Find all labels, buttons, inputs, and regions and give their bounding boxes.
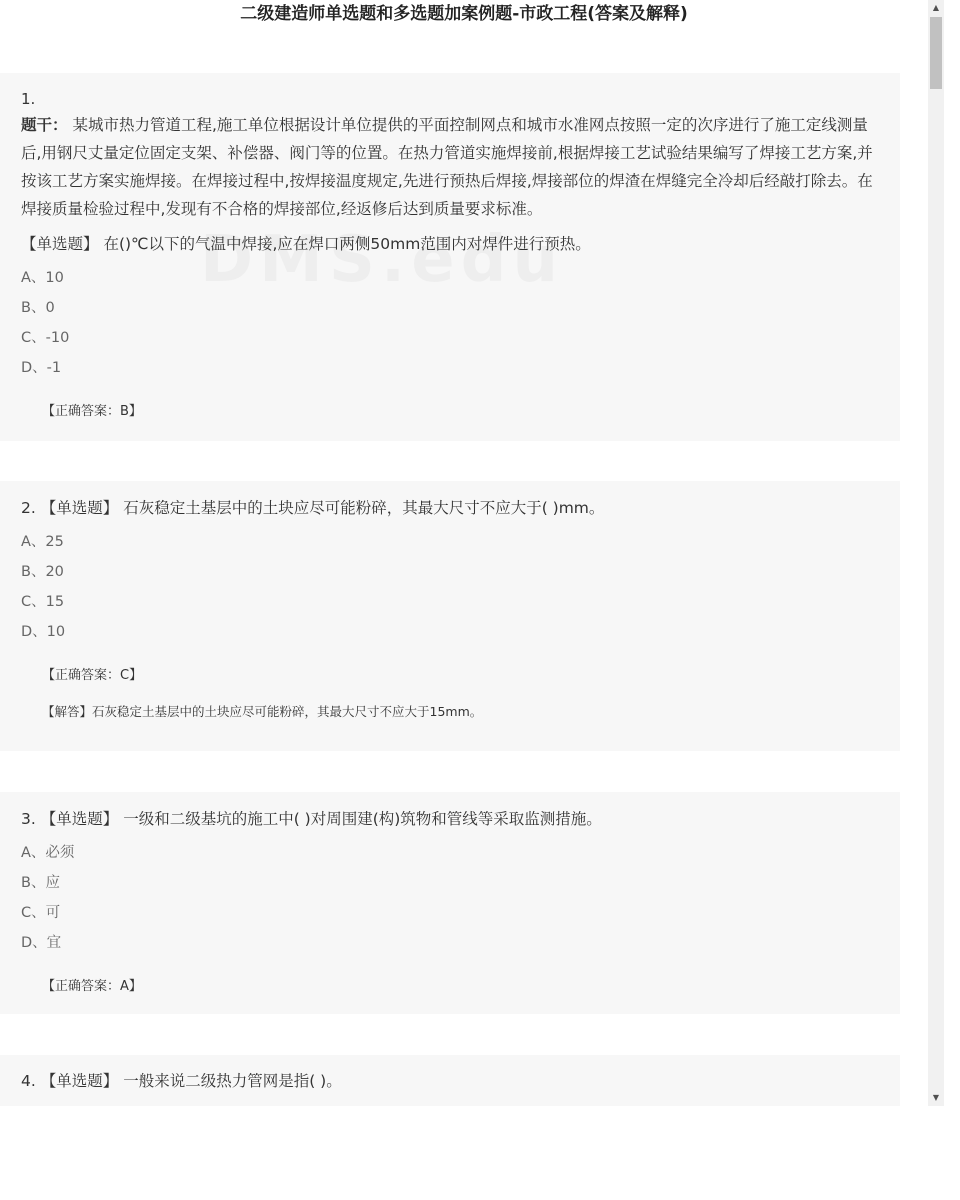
answer-analysis: 【解答】石灰稳定土基层中的土块应尽可能粉碎，其最大尺寸不应大于15mm。 [42, 704, 483, 719]
question-type: 【单选题】 [40, 499, 119, 517]
question-body: 在()℃以下的气温中焊接,应在焊口两侧50mm范围内对焊件进行预热。 [103, 235, 591, 253]
stem-label: 题干： [21, 116, 68, 134]
option-c[interactable]: C、可 [21, 905, 61, 921]
vertical-scrollbar[interactable] [928, 0, 944, 1106]
question-text [21, 481, 888, 519]
stem-text: 某城市热力管道工程,施工单位根据设计单位提供的平面控制网点和城市水准网点按照一定的次序进行了施工定线测量后,用钢尺丈量定位固定支架、补偿器、阀门等的位置。在热力管道实施焊接前,根据焊接工艺试验结果编写了焊接工艺方案,并按该工艺方案实施焊接。在焊接过程中,按焊接温度规定,先进行预热后焊接,焊接部位的焊渣在焊缝完全冷却后经敲打除去。在焊接质量检验过程中,发现有不合格的焊接部位,经返修后达到质量要求标准。 [21, 116, 873, 218]
option-c[interactable]: C、-10 [21, 330, 70, 346]
question-type: 【单选题】 [21, 235, 99, 253]
page-title: 二级建造师单选题和多选题加案例题-市政工程(答案及解释) [240, 4, 688, 24]
correct-answer: 【正确答案：B】 [42, 404, 142, 419]
question-number: 3. [21, 810, 36, 828]
scroll-up-icon[interactable]: ▲ [932, 3, 940, 12]
question-card-2 [0, 481, 900, 751]
question-number: 1. [21, 90, 36, 108]
question-body: 一般来说二级热力管网是指( )。 [123, 1072, 342, 1090]
question-type: 【单选题】 [40, 810, 119, 828]
option-a[interactable]: A、必须 [21, 845, 75, 861]
options-list [21, 267, 888, 387]
scroll-down-icon[interactable]: ▼ [932, 1093, 940, 1102]
option-b[interactable]: B、20 [21, 564, 64, 580]
question-card-3 [0, 792, 900, 1014]
option-b[interactable]: B、0 [21, 300, 55, 316]
option-c[interactable]: C、15 [21, 594, 65, 610]
question-number: 4. [21, 1072, 36, 1090]
options-list [21, 531, 888, 651]
question-type: 【单选题】 [40, 1072, 119, 1090]
question-body: 一级和二级基坑的施工中( )对周围建(构)筑物和管线等采取监测措施。 [123, 810, 602, 828]
option-d[interactable]: D、10 [21, 624, 66, 640]
scroll-thumb[interactable] [930, 17, 942, 89]
option-a[interactable]: A、25 [21, 534, 64, 550]
correct-answer: 【正确答案：C】 [42, 668, 143, 683]
options-list [21, 842, 888, 962]
question-card-4 [0, 1055, 900, 1106]
option-b[interactable]: B、应 [21, 875, 60, 891]
question-body: 石灰稳定土基层中的土块应尽可能粉碎，其最大尺寸不应大于( )mm。 [123, 499, 605, 517]
question-text [21, 1055, 888, 1092]
question-stem [21, 111, 888, 223]
correct-answer: 【正确答案：A】 [42, 979, 142, 994]
option-d[interactable]: D、宜 [21, 935, 62, 951]
question-text [21, 233, 888, 255]
question-number: 2. [21, 499, 36, 517]
option-d[interactable]: D、-1 [21, 360, 62, 376]
option-a[interactable]: A、10 [21, 270, 64, 286]
question-text [21, 792, 888, 830]
question-card-1 [0, 73, 900, 441]
